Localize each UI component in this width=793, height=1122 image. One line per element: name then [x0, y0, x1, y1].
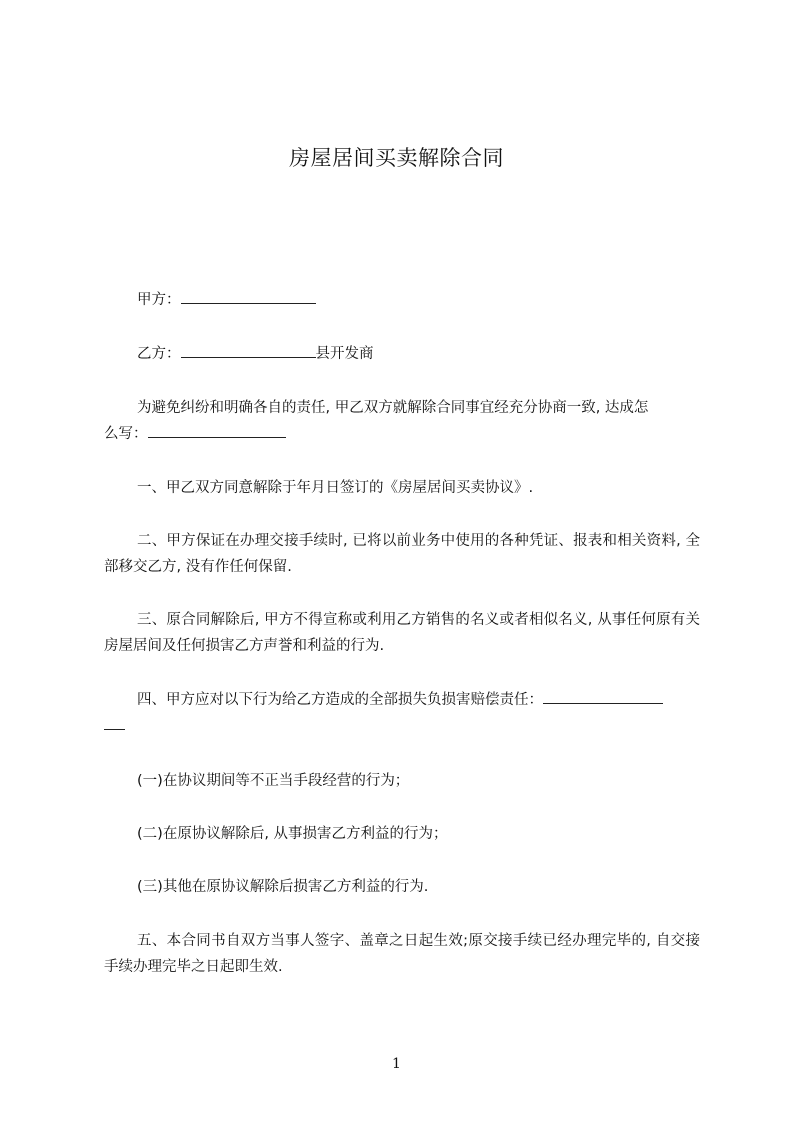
- item-2: (二)在原协议解除后, 从事损害乙方利益的行为；: [137, 826, 448, 842]
- party-a-blank[interactable]: [181, 289, 316, 304]
- intro-line-2: [104, 421, 700, 447]
- document-title: 房屋居间买卖解除合同: [289, 146, 504, 170]
- party-b-label: 乙方：: [137, 346, 181, 362]
- clause-4-line-1: [104, 687, 700, 713]
- party-a-line: [137, 287, 733, 313]
- intro-line-1: 为避免纠纷和明确各自的责任, 甲乙双方就解除合同事宜经充分协商一致, 达成怎: [137, 400, 649, 416]
- intro-blank[interactable]: [148, 423, 286, 438]
- page-number: 1: [392, 1056, 401, 1072]
- clause-2: 二、甲方保证在办理交接手续时, 已将以前业务中使用的各种凭证、报表和相关资料, 全部移交乙方, 没有作任何保留.: [104, 533, 700, 575]
- party-b-line: [137, 341, 733, 367]
- item-1: (一)在协议期间等不正当手段经营的行为；: [137, 773, 410, 789]
- clause-4: [104, 687, 700, 739]
- party-b-suffix: 县开发商: [315, 346, 374, 362]
- party-a-label: 甲方：: [137, 292, 181, 308]
- clause-4-blank-continued[interactable]: [104, 715, 125, 730]
- item-3: (三)其他在原协议解除后损害乙方利益的行为.: [137, 879, 429, 895]
- clause-4-blank[interactable]: [543, 689, 663, 704]
- intro-line-2-text: 么写：: [104, 426, 148, 442]
- clause-5: 五、本合同书自双方当事人签字、盖章之日起生效;原交接手续已经办理完毕的, 自交接手续办理完毕之日起即生效.: [104, 933, 700, 975]
- intro-paragraph: [104, 395, 700, 447]
- party-b-blank[interactable]: [181, 343, 316, 358]
- clause-4-text: 四、甲方应对以下行为给乙方造成的全部损失负损害赔偿责任：: [137, 692, 543, 708]
- clause-4-line-2: [104, 713, 700, 739]
- clause-3: 三、原合同解除后, 甲方不得宣称或利用乙方销售的名义或者相似名义, 从事任何原有关房屋居间及任何损害乙方声誉和利益的行为.: [104, 612, 700, 654]
- clause-1: 一、甲乙双方同意解除于年月日签订的《房屋居间买卖协议》.: [137, 480, 534, 496]
